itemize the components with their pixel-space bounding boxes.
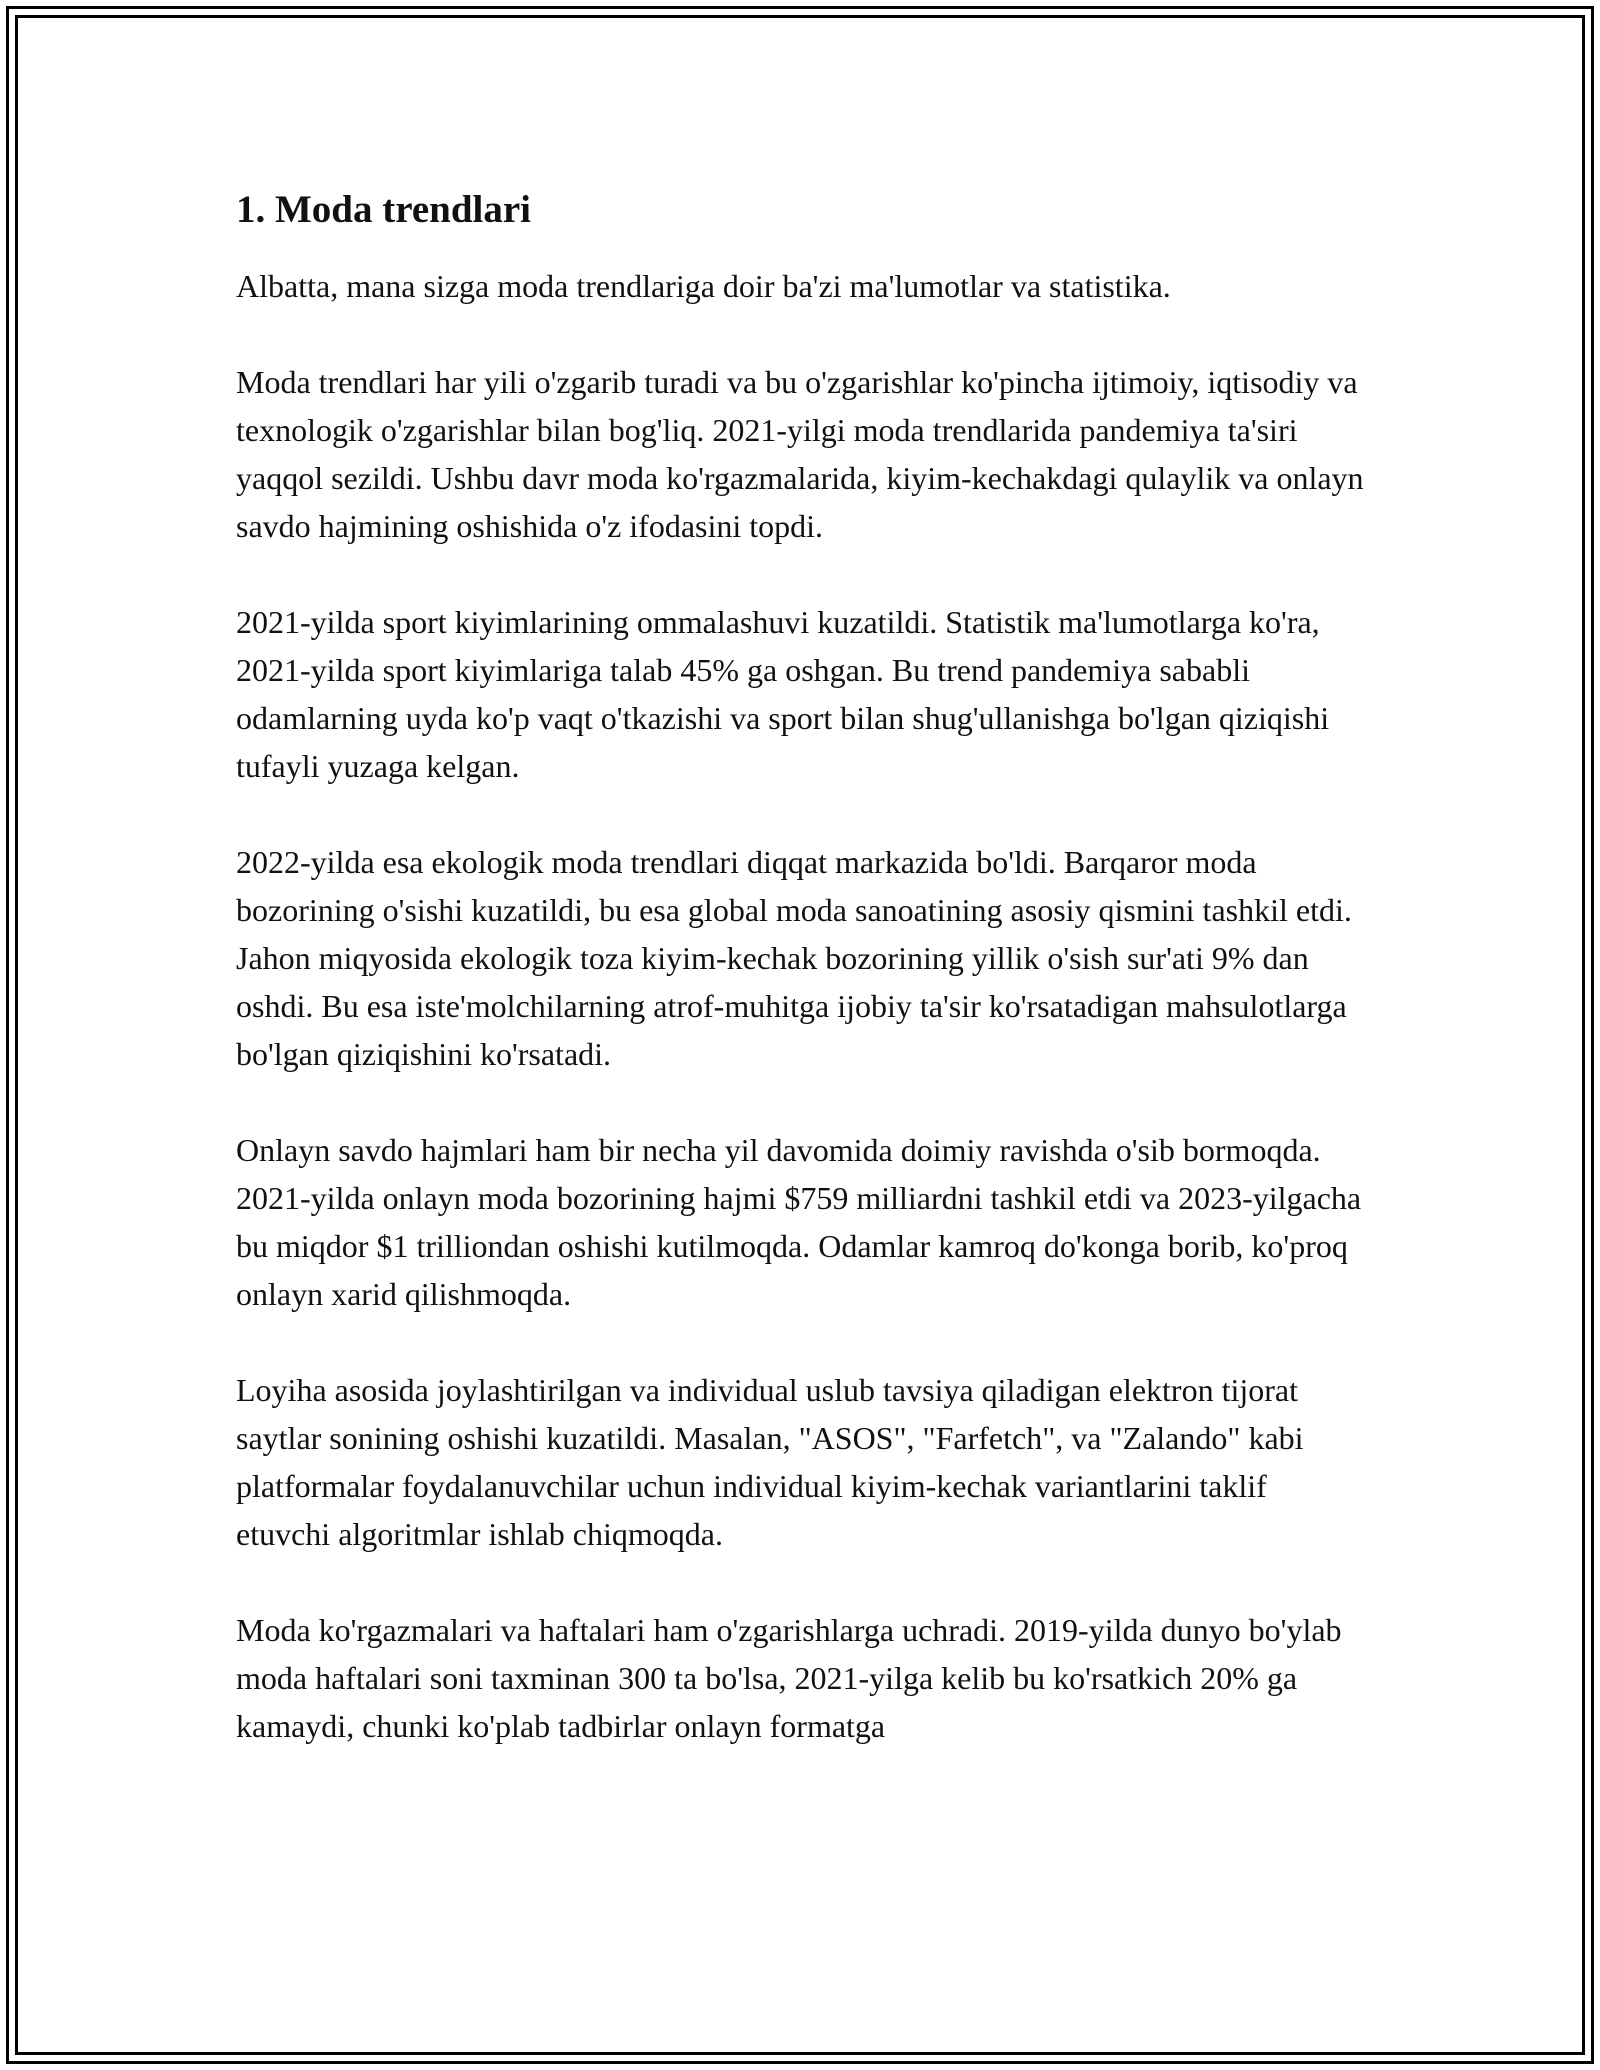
paragraph-eco-fashion: 2022-yilda esa ekologik moda trendlari diqqat markazida bo'ldi. Barqaror moda bozorining o'sishi kuzatildi, bu esa global moda sanoatining asosiy qismini tashkil etdi. Jahon miqyosida ekologik toza kiyim-kechak bozorining yillik o'sish sur'ati 9% dan oshdi. Bu esa iste'molchilarning atrof-muhitga ijobiy ta'sir ko'rsatadigan mahsulotlarga bo'lgan qiziqishini ko'rsatadi. <box>236 844 1352 1072</box>
paragraph-trends-change: Moda trendlari har yili o'zgarib turadi va bu o'zgarishlar ko'pincha ijtimoiy, iqtisodiy va texnologik o'zgarishlar bilan bog'liq. 2021-yilgi moda trendlarida pandemiya ta'siri yaqqol sezildi. Ushbu davr moda ko'rgazmalarida, kiyim-kechakdagi qulaylik va onlayn savdo hajmining oshishida o'z ifodasini topdi. <box>236 364 1364 544</box>
paragraph-ecommerce-platforms: Loyiha asosida joylashtirilgan va individual uslub tavsiya qiladigan elektron tijorat saytlar sonining oshishi kuzatildi. Masalan, "ASOS", "Farfetch", va "Zalando" kabi platformalar foydalanuvchilar uchun individual kiyim-kechak variantlarini taklif etuvchi algoritmlar ishlab chiqmoqda. <box>236 1372 1304 1552</box>
paragraph-fashion-weeks: Moda ko'rgazmalari va haftalari ham o'zgarishlarga uchradi. 2019-yilda dunyo bo'ylab moda haftalari soni taxminan 300 ta bo'lsa, 2021-yilga kelib bu ko'rsatkich 20% ga kamaydi, chunki ko'plab tadbirlar onlayn formatga <box>236 1612 1342 1744</box>
paragraph-online-sales: Onlayn savdo hajmlari ham bir necha yil davomida doimiy ravishda o'sib bormoqda. 2021-yilda onlayn moda bozorining hajmi $759 milliardni tashkil etdi va 2023-yilgacha bu miqdor $1 trilliondan oshishi kutilmoqda. Odamlar kamroq do'konga borib, ko'proq onlayn xarid qilishmoqda. <box>236 1132 1362 1312</box>
paragraph-intro: Albatta, mana sizga moda trendlariga doir ba'zi ma'lumotlar va statistika. <box>236 268 1171 304</box>
section-title: 1. Moda trendlari <box>236 188 532 231</box>
document-body <box>236 186 1366 1798</box>
paragraph-sportswear: 2021-yilda sport kiyimlarining ommalashuvi kuzatildi. Statistik ma'lumotlarga ko'ra, 2021-yilda sport kiyimlariga talab 45% ga oshgan. Bu trend pandemiya sababli odamlarning uyda ko'p vaqt o'tkazishi va sport bilan shug'ullanishga bo'lgan qiziqishi tufayli yuzaga kelgan. <box>236 604 1330 784</box>
